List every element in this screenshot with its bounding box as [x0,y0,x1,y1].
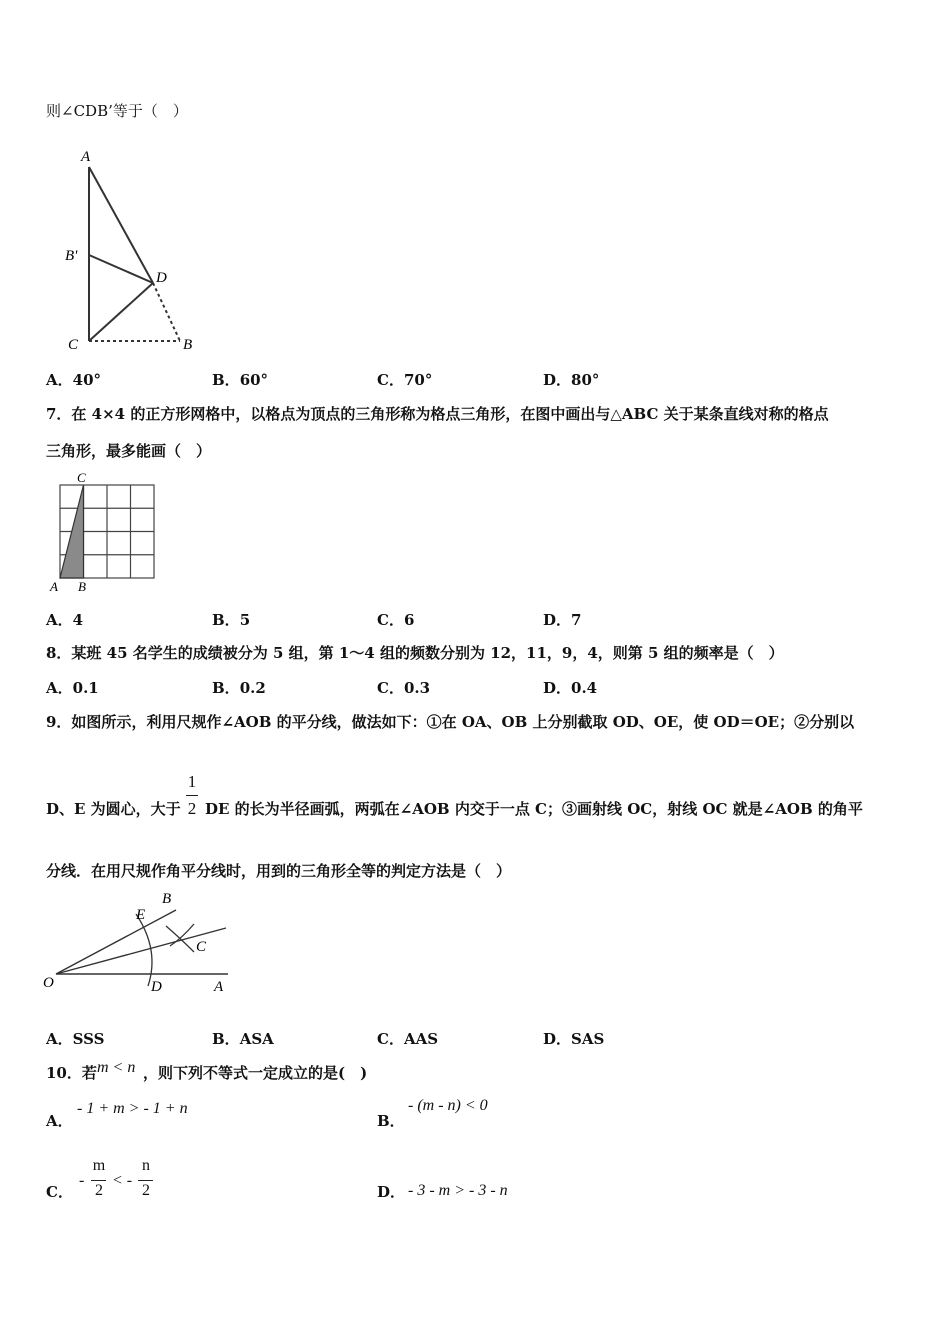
q10-c-den-1: 2 [95,1182,103,1199]
q8-option-a[interactable]: A．0.1 [46,679,99,697]
q9-stem-line1: 9．如图所示，利用尺规作∠AOB 的平分线，做法如下：①在 OA、OB 上分别截取 OD、OE，使 OD＝OE；②分别以 [46,713,855,731]
q10-c-bar-1 [91,1180,106,1181]
q7-option-d[interactable]: D．7 [543,611,582,629]
q6-option-c[interactable]: C．70° [377,371,433,389]
q9-arc-from-d [170,924,194,946]
q8-stem: 8．某班 45 名学生的成绩被分为 5 组，第 1～4 组的频数分别为 12，11，9，4，则第 5 组的频率是（ ） [46,644,784,662]
q9-frac-numerator: 1 [187,772,197,791]
q6-label-b: B [183,337,193,353]
q10-option-b-letter[interactable]: B． [377,1112,405,1130]
q6-stem-tail: 则∠CDB’等于（ ） [46,102,188,120]
q10-c-lt: < - [112,1172,133,1189]
q10-c-num-n: n [142,1157,150,1174]
q9-option-b[interactable]: B．ASA [212,1030,274,1048]
q6-option-d[interactable]: D．80° [543,371,600,389]
q8-option-c[interactable]: C．0.3 [377,679,431,697]
q6-line-bprime-d [89,255,153,283]
q10-option-d-expr[interactable]: - 3 - m > - 3 - n [408,1182,508,1199]
q10-c-bar-2 [138,1180,153,1181]
q6-line-db-dashed [153,283,180,341]
q7-grid-figure [46,470,166,595]
q9-label-b: B [162,891,172,907]
q9-frac-bar [186,795,198,796]
q6-label-a: A [81,149,91,165]
q8-option-d[interactable]: D．0.4 [543,679,598,697]
q7-stem-line2: 三角形，最多能画（ ） [46,442,212,460]
q7-option-b[interactable]: B．5 [212,611,251,629]
q9-figure [40,888,240,998]
q7-option-a[interactable]: A．4 [46,611,84,629]
q10-c-neg: - [79,1172,85,1189]
q9-stem-line3: 分线．在用尺规作角平分线时，用到的三角形全等的判定方法是（ ） [46,862,512,880]
q9-option-a[interactable]: A．SSS [46,1030,105,1048]
q7-label-b: B [78,579,86,594]
q10-stem-pre: 10．若 [46,1064,97,1082]
q9-option-c[interactable]: C．AAS [377,1030,439,1048]
q6-line-ad [89,167,153,283]
q9-frac-denominator: 2 [187,799,197,818]
q10-option-d-letter[interactable]: D． [377,1183,406,1201]
q6-label-bprime: B' [65,248,78,264]
q10-c-num-m: m [92,1157,106,1174]
q7-stem-line1: 7．在 4×4 的正方形网格中，以格点为顶点的三角形称为格点三角形，在图中画出与△ABC 关于某条直线对称的格点 [46,405,829,423]
q9-label-o: O [43,975,54,991]
q9-stem-line2-post: DE 的长为半径画弧，两弧在∠AOB 内交于一点 C；③画射线 OC，射线 OC 就是∠AOB 的角平 [205,800,863,818]
q9-option-d[interactable]: D．SAS [543,1030,605,1048]
q10-option-c-letter[interactable]: C． [46,1183,73,1201]
q7-label-a: A [50,579,58,594]
q9-label-a: A [214,979,224,995]
q9-label-e: E [136,907,146,923]
q10-option-b-expr[interactable]: - (m - n) < 0 [408,1097,488,1114]
q8-option-b[interactable]: B．0.2 [212,679,266,697]
q7-option-c[interactable]: C．6 [377,611,415,629]
q10-option-a-expr[interactable]: - 1 + m > - 1 + n [77,1100,188,1117]
q6-label-c: C [68,337,79,353]
q6-figure [60,145,210,360]
q6-option-a[interactable]: A．40° [46,371,102,389]
q6-option-b[interactable]: B．60° [212,371,269,389]
q6-label-d: D [156,270,167,286]
q10-c-den-2: 2 [142,1182,150,1199]
q9-label-c: C [196,939,207,955]
q6-line-cd [89,283,153,341]
q9-ray-ob [56,910,176,974]
q10-condition: m < n [97,1059,136,1076]
q10-stem-post: ，则下列不等式一定成立的是( ) [143,1064,368,1082]
q7-label-c: C [77,470,86,485]
q9-label-d: D [151,979,162,995]
q9-stem-line2-pre: D、E 为圆心，大于 [46,800,181,818]
q10-option-a-letter[interactable]: A． [46,1112,73,1130]
